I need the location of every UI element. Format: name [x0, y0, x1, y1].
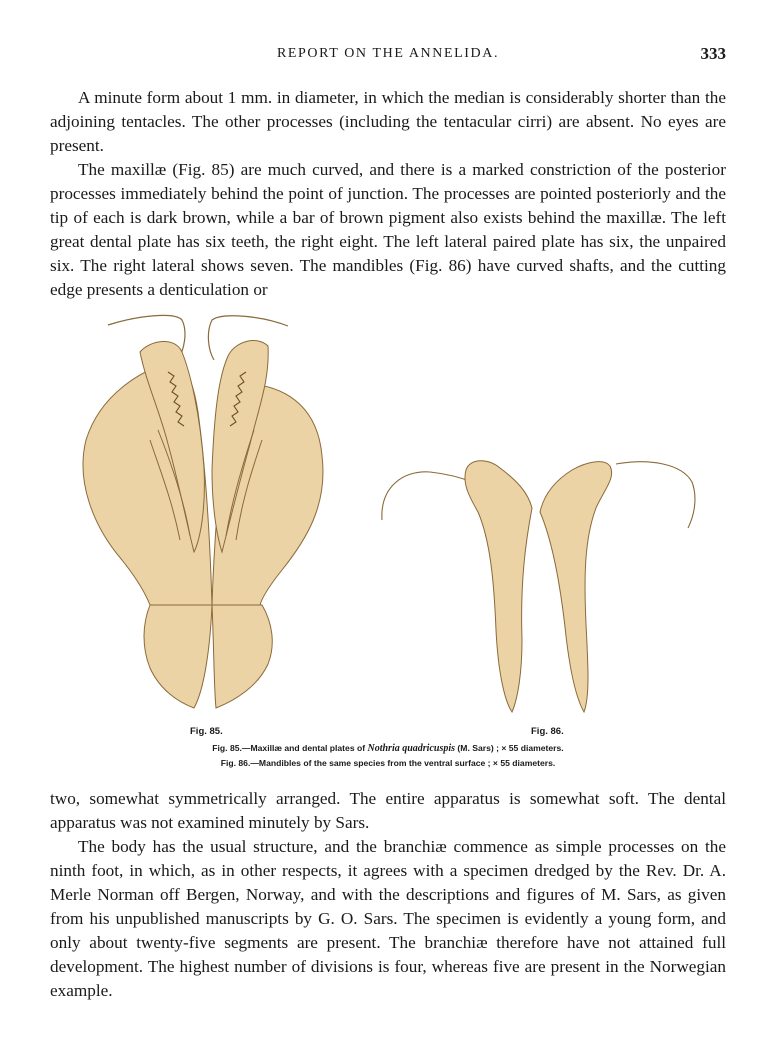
- mandible-left: [465, 461, 532, 712]
- mandible-cirrus-left: [382, 472, 472, 520]
- figure-plate: [0, 300, 776, 720]
- caption-fig-86: Fig. 86.—Mandibles of the same species from the ventral surface ; × 55 diameters.: [220, 758, 556, 768]
- fig-85-label: Fig. 85.: [190, 726, 223, 737]
- maxilla-posterior-left: [144, 605, 212, 708]
- fig-85-maxillae-drawing: [83, 315, 323, 708]
- caption-fig-85: Fig. 85.—Maxillæ and dental plates of Nothria quadricuspis (M. Sars) ; × 55 diameters.: [212, 743, 564, 754]
- page-header: [0, 44, 776, 68]
- fig-86-mandibles-drawing: [382, 461, 695, 712]
- paragraph: A minute form about 1 mm. in diameter, in which the median is considerably shorter than the adjoining tentacles. The other processes (including the tentacular cirri) are absent. No eyes are present.: [50, 88, 726, 155]
- mandible-cirrus-right: [616, 462, 695, 528]
- maxilla-posterior-right: [212, 605, 272, 708]
- paragraph: two, somewhat symmetrically arranged. The entire apparatus is somewhat soft. The dental apparatus was not examined minutely by Sars.: [50, 789, 726, 832]
- fig-86-label: Fig. 86.: [531, 726, 564, 737]
- species-name: Nothria quadricuspis: [367, 743, 456, 754]
- paragraph: The body has the usual structure, and the branchiæ commence as simple processes on the ninth foot, in which, as in other respects, it agrees with a specimen dredged by the Rev. Dr. A. Merle Norman off Bergen, Norway, and with the descriptions and figures of M. Sars, as given from his unpublished manuscripts by G. O. Sars. The specimen is evidently a young form, and only about twenty-five segments are present. The branchiæ therefore have not attained full development. The highest number of divisions is four, whereas five are present in the Norwegian example.: [50, 837, 726, 1000]
- running-title: REPORT ON THE ANNELIDA.: [276, 46, 500, 61]
- page-number: 333: [700, 44, 726, 63]
- paragraph: The maxillæ (Fig. 85) are much curved, and there is a marked constriction of the posterior processes immediately behind the point of junction. The processes are pointed posteriorly and the tip of each is dark brown, while a bar of brown pigment also exists behind the maxillæ. The left great dental plate has six teeth, the right eight. The left lateral paired plate has six, the unpaired six. The right lateral shows seven. The mandibles (Fig. 86) have curved shafts, and the cutting edge presents a denticulation or: [50, 160, 726, 299]
- mandible-right: [540, 462, 612, 712]
- body-text-bottom: [50, 787, 726, 1003]
- figure-captions: [0, 741, 776, 770]
- body-text-top: [50, 86, 726, 302]
